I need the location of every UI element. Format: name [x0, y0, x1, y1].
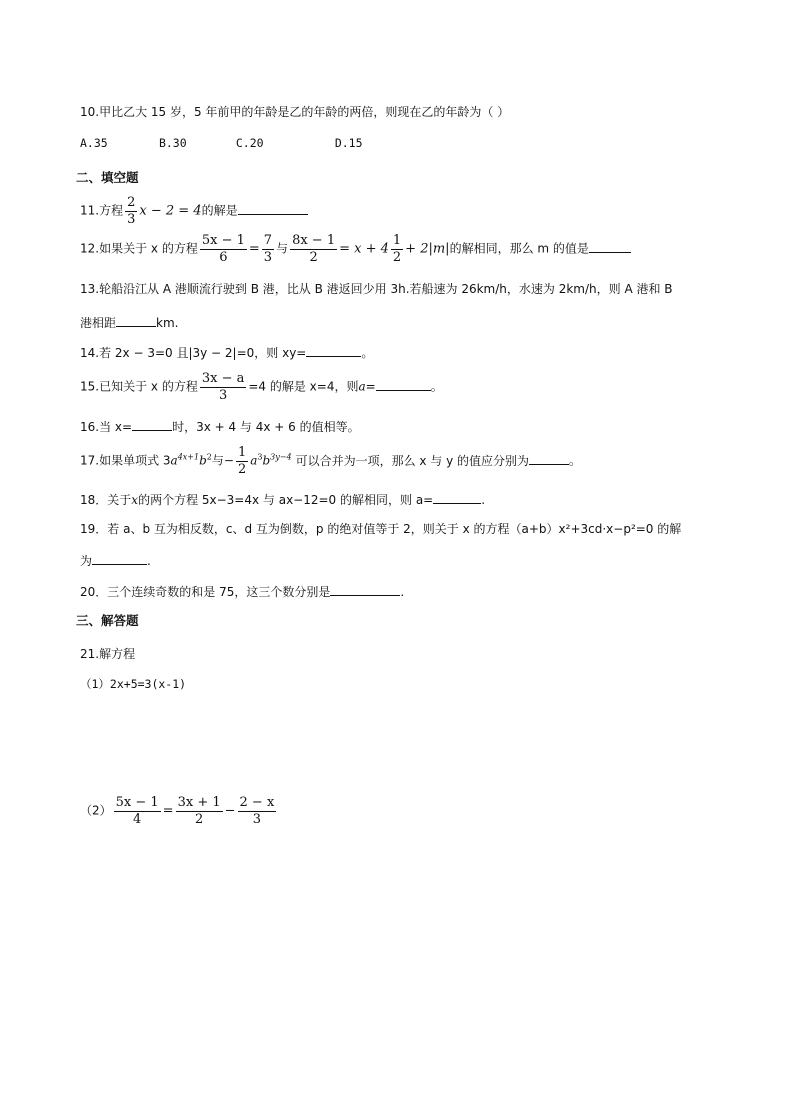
question-17: 17.如果单项式 $3a^{4x+1}b^2$与− $\frac{1}{2}$ $a^3b^{3y-4}$ 可以合并为一项，那么 x 与 y 的值应分别为 。: [80, 445, 582, 477]
fraction: $\frac{8x - 1}{2}$: [292, 233, 336, 265]
question-10-options: [80, 138, 363, 150]
question-10: [80, 106, 509, 118]
equation: = x + 4: [339, 241, 389, 257]
question-11: [80, 196, 308, 226]
fraction: $\frac{5x - 1}{6}$: [201, 233, 245, 265]
question-11-prefix: 11.方程: [80, 203, 124, 218]
answer-blank[interactable]: [433, 492, 481, 504]
minus-sign: −: [224, 803, 236, 819]
question-21-part1: （1）2x+5=3(x-1): [80, 677, 187, 691]
answer-blank[interactable]: [238, 203, 308, 215]
fraction: $\frac{2}{3}$: [127, 195, 136, 227]
question-21-part2: （2） $\frac{5x - 1}{4}$ = $\frac{3x + 1}{2}$ − $\frac{2 - x}{3}$: [80, 795, 275, 827]
fraction: $\frac{5x - 1}{4}$: [115, 795, 159, 827]
fraction: $\frac{3x + 1}{2}$: [177, 795, 221, 827]
question-12-prefix: 12.如果关于 x 的方程: [80, 241, 198, 256]
answer-blank[interactable]: [376, 379, 431, 391]
option-b: B.30: [158, 136, 187, 150]
option-a: A.35: [80, 136, 108, 150]
fraction: $\frac{7}{3}$: [263, 233, 273, 265]
equals-sign: =: [248, 241, 260, 257]
question-10-text: 10.甲比乙大 15 岁，5 年前甲的年龄是乙的年龄的两倍，则现在乙的年龄为（ ）: [80, 105, 510, 119]
fraction: $\frac{2 - x}{3}$: [239, 795, 275, 827]
question-20: 20．三个连续奇数的和是 75，这三个数分别是 .: [80, 585, 405, 599]
question-19-line1: 19．若 a、b 互为相反数，c、d 互为倒数，p 的绝对值等于 2，则关于 x 的方程（a+b）x²+3cd·x−p²=0 的解: [80, 522, 682, 536]
question-14: 14.若 2x − 3=0 且|3y − 2|=0，则 xy= 。: [80, 346, 374, 360]
option-d: D.15: [334, 136, 363, 150]
connector-text: 与: [276, 241, 289, 256]
question-21-title: 21.解方程: [80, 647, 136, 661]
question-13-line1: 13.轮船沿江从 A 港顺流行驶到 B 港，比从 B 港返回少用 3h.若船速为 26km/h，水速为 2km/h，则 A 港和 B: [80, 282, 673, 296]
fraction: $\frac{1}{2}$: [237, 445, 247, 477]
equals-sign: =: [162, 803, 174, 819]
fraction: $\frac{3x - a}{3}$: [201, 371, 245, 403]
question-18: 18．关于x的两个方程 5x−3=4x 与 ax−12=0 的解相同，则 a= .: [80, 493, 486, 507]
answer-blank[interactable]: [529, 453, 569, 465]
question-16: 16.当 x= 时，3x + 4 与 4x + 6 的值相等。: [80, 420, 360, 434]
answer-blank[interactable]: [589, 241, 631, 253]
section-solve-heading: 三、解答题: [76, 613, 139, 628]
option-c: C.20: [235, 136, 264, 150]
question-12: [80, 234, 631, 264]
answer-blank[interactable]: [330, 584, 400, 596]
equation: x − 2 = 4: [139, 203, 202, 219]
answer-blank[interactable]: [132, 419, 172, 431]
question-19-line2: 为 .: [80, 554, 151, 568]
equation: + 2|m|: [405, 241, 450, 257]
question-12-suffix: 的解相同，那么 m 的值是: [449, 241, 589, 256]
question-13-line2: 港相距 km.: [80, 316, 179, 330]
question-11-suffix: 的解是: [201, 203, 238, 218]
question-15: 15.已知关于 x 的方程 $\frac{3x - a}{3}$ =4 的解是 x=4，则a= 。: [80, 371, 443, 403]
answer-blank[interactable]: [92, 553, 147, 565]
answer-blank[interactable]: [116, 315, 156, 327]
fraction: $\frac{1}{2}$: [392, 233, 402, 265]
answer-blank[interactable]: [306, 345, 361, 357]
section-fill-heading: 二、填空题: [76, 170, 139, 185]
